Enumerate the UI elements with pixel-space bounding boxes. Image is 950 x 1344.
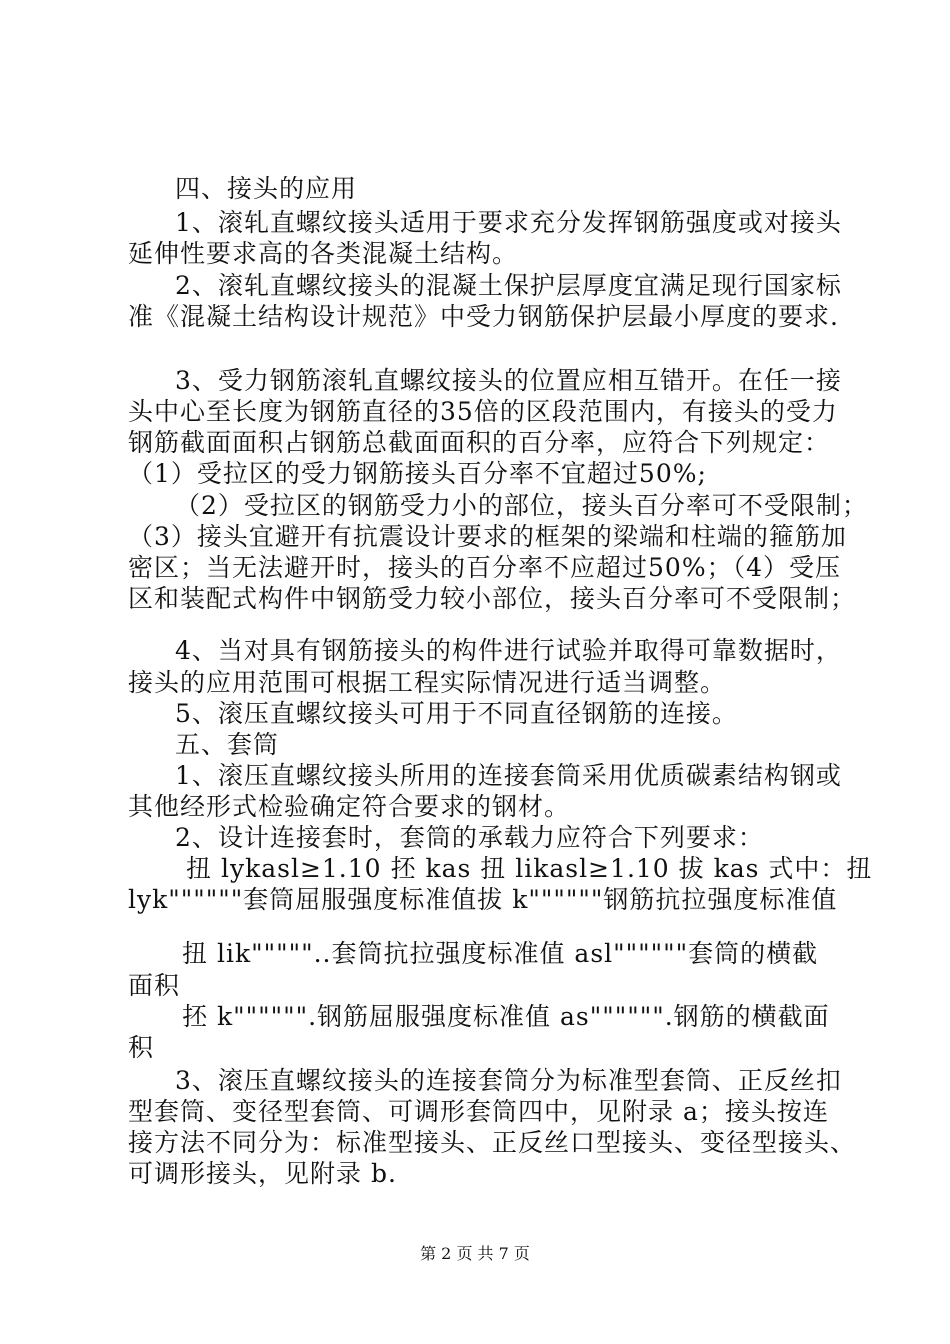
text-line: 密区；当无法避开时，接头的百分率不应超过50%；（4）受压 [128, 553, 841, 582]
formula-line: 积 [128, 1033, 155, 1062]
formula-line: 扭 lik"""""..套筒抗拉强度标准值 asl""""""套筒的横截 [182, 939, 819, 968]
text-line: 接方法不同分为：标准型接头、正反丝口型接头、变径型接头、 [128, 1128, 857, 1157]
text-line: 1、滚轧直螺纹接头适用于要求充分发挥钢筋强度或对接头 [175, 208, 842, 237]
text-line: 其他经形式检验确定符合要求的钢材。 [128, 792, 571, 821]
text-line: 钢筋截面面积占钢筋总截面面积的百分率，应符合下列规定： [128, 428, 831, 457]
text-line: 延伸性要求高的各类混凝土结构。 [128, 239, 519, 268]
formula-line: 面积 [128, 971, 181, 1000]
section-heading: 五、套筒 [175, 730, 280, 759]
text-line: 2、滚轧直螺纹接头的混凝土保护层厚度宜满足现行国家标 [175, 271, 842, 300]
text-line: 区和装配式构件中钢筋受力较小部位，接头百分率可不受限制； [128, 584, 857, 613]
text-line: 型套筒、变径型套筒、可调形套筒四中，见附录 a；接头按连 [128, 1097, 829, 1126]
page-number: 第 2 页 共 7 页 [420, 1244, 530, 1263]
formula-line: 抷 k"""""".钢筋屈服强度标准值 as"""""".钢筋的横截面 [182, 1002, 830, 1031]
text-line: 5、滚压直螺纹接头可用于不同直径钢筋的连接。 [175, 699, 738, 728]
formula-line: lyk""""""套筒屈服强度标准值拔 k""""""钢筋抗拉强度标准值 [128, 885, 838, 914]
text-line: 4、当对具有钢筋接头的构件进行试验并取得可靠数据时， [175, 636, 842, 665]
text-line: 2、设计连接套时，套筒的承载力应符合下列要求： [175, 823, 764, 852]
text-line: 3、受力钢筋滚轧直螺纹接头的位置应相互错开。在任一接 [175, 366, 842, 395]
text-line: 接头的应用范围可根据工程实际情况进行适当调整。 [128, 668, 727, 697]
text-line: （3）接头宜避开有抗震设计要求的框架的梁端和柱端的箍筋加 [128, 522, 847, 551]
text-line: （1）受拉区的受力钢筋接头百分率不宜超过50%; [128, 459, 707, 488]
text-line: 头中心至长度为钢筋直径的35倍的区段范围内，有接头的受力 [128, 397, 838, 426]
text-line: 可调形接头，见附录 b. [128, 1159, 397, 1188]
formula-line: 扭 lykasl≥1.10 抷 kas 扭 likasl≥1.10 拔 kas 式中：扭 [186, 854, 873, 883]
text-line: 3、滚压直螺纹接头的连接套筒分为标准型套筒、正反丝扣 [175, 1066, 842, 1095]
text-line: 1、滚压直螺纹接头所用的连接套筒采用优质碳素结构钢或 [175, 761, 842, 790]
section-heading: 四、接头的应用 [175, 174, 358, 203]
text-line: 准《混凝土结构设计规范》中受力钢筋保护层最小厚度的要求. [128, 302, 839, 331]
text-line: （2）受拉区的钢筋受力小的部位，接头百分率可不受限制； [175, 491, 868, 520]
